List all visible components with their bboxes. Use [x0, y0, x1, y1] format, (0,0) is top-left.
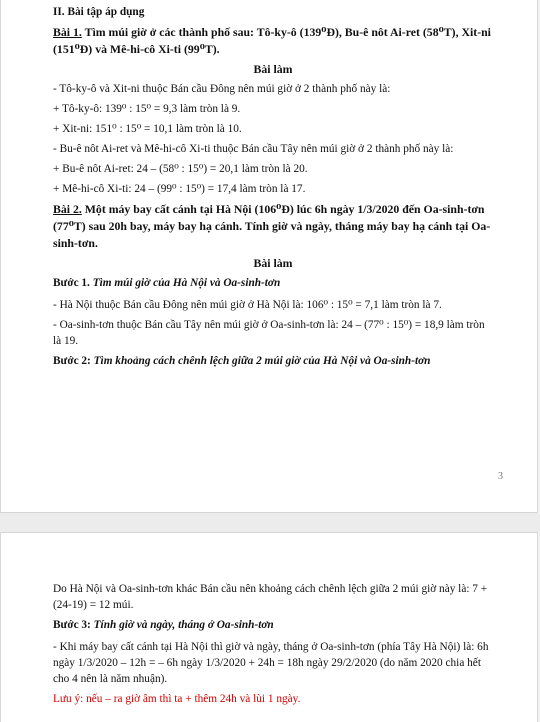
task-1-line: - Tô-ky-ô và Xit-ni thuộc Bán cầu Đông nên múi giờ ở 2 thành phố này là:: [53, 83, 391, 95]
task-1-line: + Mê-hi-cô Xi-ti: 24 – (99⁰ : 15⁰) = 17,4 làm tròn là 17.: [53, 183, 306, 195]
step-1-heading: [53, 275, 493, 291]
document-page-2: [0, 532, 538, 722]
task-2-text: Một máy bay cất cánh tại Hà Nội (106⁰Đ) lúc 6h ngày 1/3/2020 đến Oa-sinh-tơn (77⁰T) sau 20h bay, máy bay hạ cánh. Tính giờ và ngày, tháng máy bay hạ cánh tại Oa-sinh-tơn.: [53, 202, 491, 250]
task-1-label: Bài 1.: [53, 25, 82, 39]
task-1-prompt: [53, 24, 493, 58]
task-1-line: + Tô-ky-ô: 139⁰ : 15⁰ = 9,3 làm tròn là 9.: [53, 103, 241, 115]
step-1-text: Tìm múi giờ của Hà Nội và Oa-sinh-tơn: [89, 277, 281, 289]
task-1-line: + Xit-ni: 151⁰ : 15⁰ = 10,1 làm tròn là 10.: [53, 123, 242, 135]
step-3-label: Bước 3:: [53, 619, 91, 631]
task-2-prompt: [53, 201, 493, 252]
step-2-line: Do Hà Nội và Oa-sinh-tơn khác Bán cầu nên khoảng cách chênh lệch giữa 2 múi giờ này là: 7 + (24-19) = 12 múi.: [53, 583, 488, 611]
step-1-line: - Oa-sinh-tơn thuộc Bán cầu Tây nên múi giờ ở Oa-sinh-tơn là: 24 – (77⁰ : 15⁰) = 18,9 làm tròn là 19.: [53, 319, 485, 347]
step-2-text: Tìm khoảng cách chênh lệch giữa 2 múi giờ của Hà Nội và Oa-sinh-tơn: [90, 355, 431, 367]
task-2-solution-heading: Bài làm: [253, 256, 293, 270]
note-text: Lưu ý: nếu – ra giờ âm thì ta + thêm 24h và lùi 1 ngày.: [53, 693, 301, 705]
task-1-solution-heading: Bài làm: [253, 62, 293, 76]
step-1-label: Bước 1.: [53, 277, 90, 289]
page-gap: [0, 513, 540, 532]
step-1-line: - Hà Nội thuộc Bán cầu Đông nên múi giờ ở Hà Nội là: 106⁰ : 15⁰ = 7,1 làm tròn là 7.: [53, 299, 442, 311]
page-number: 3: [498, 471, 503, 482]
step-3-text: Tính giờ và ngày, tháng ở Oa-sinh-tơn: [90, 619, 274, 631]
step-2-label: Bước 2:: [53, 355, 91, 367]
page-1-content: [53, 4, 493, 375]
task-1-text: Tìm múi giờ ở các thành phố sau: Tô-ky-ô (139⁰Đ), Bu-ê nôt Ai-ret (58⁰T), Xit-ni (151⁰Đ) và Mê-hi-cô Xi-ti (99⁰T).: [53, 25, 491, 56]
task-1-line: + Bu-ê nôt Ai-ret: 24 – (58⁰ : 15⁰) = 20,1 làm tròn là 20.: [53, 163, 308, 175]
task-2-label: Bài 2.: [53, 202, 82, 216]
section-title: II. Bài tập áp dụng: [53, 6, 145, 18]
step-2-heading: [53, 353, 493, 369]
step-3-line: - Khi máy bay cất cánh tại Hà Nội thì giờ và ngày, tháng ở Oa-sinh-tơn (phía Tây Hà Nội) là: 6h ngày 1/3/2020 – 12h = – 6h ngày 1/3/2020 + 24h = 18h ngày 29/2/2020 (do năm 2020 chia hết cho 4 nên là năm nhuận).: [53, 641, 489, 685]
task-1-line: - Bu-ê nôt Ai-ret và Mê-hi-cô Xi-ti thuộc Bán cầu Tây nên múi giờ ở 2 thành phố này là:: [53, 143, 454, 155]
step-3-heading: [53, 617, 493, 633]
page-2-content: [53, 581, 493, 711]
